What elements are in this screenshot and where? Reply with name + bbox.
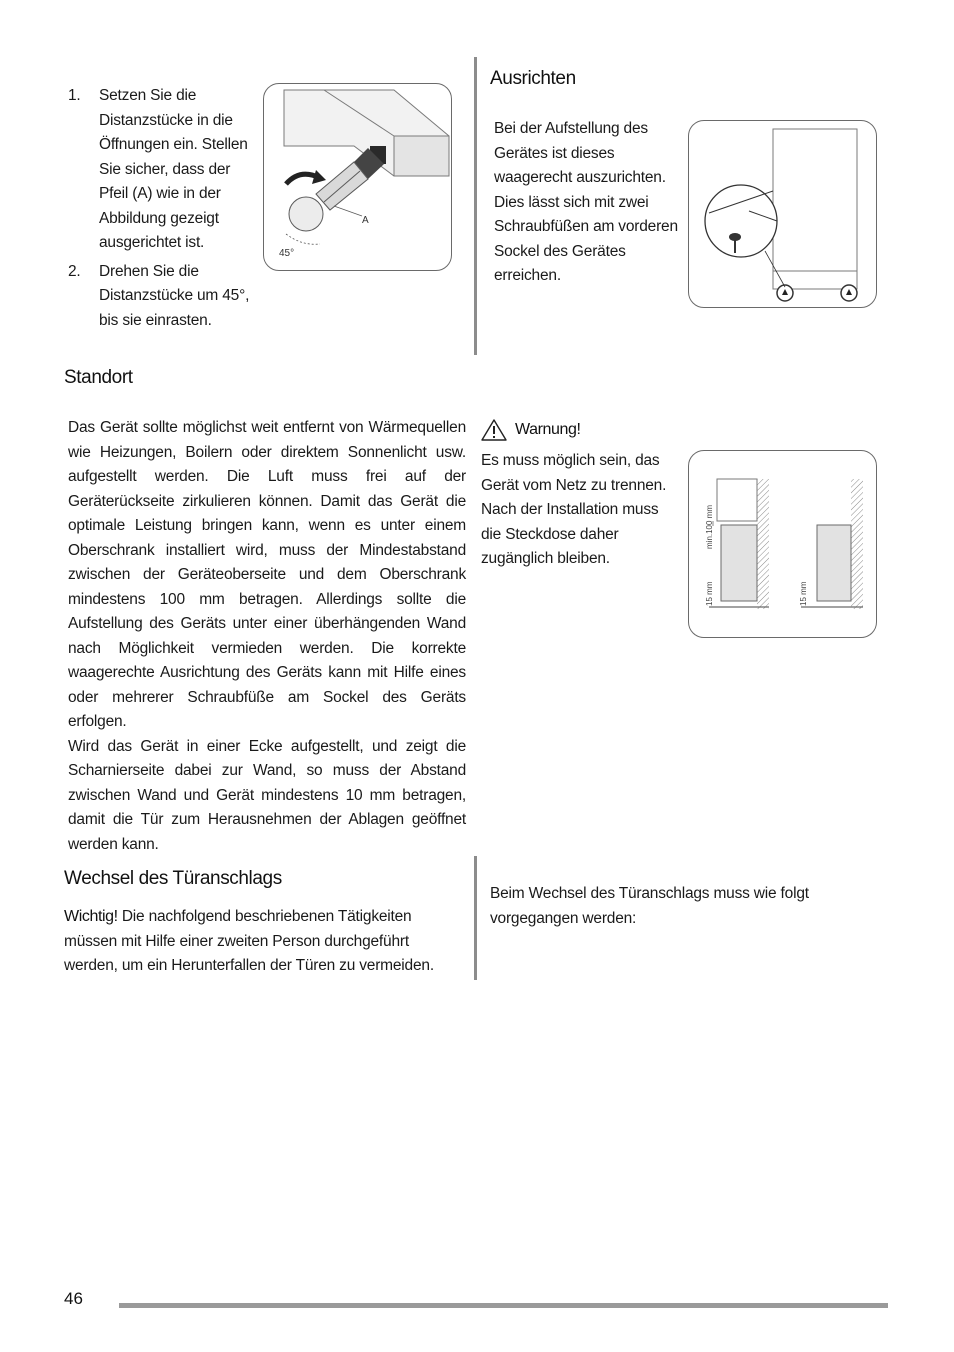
step-number: 1. bbox=[68, 87, 81, 104]
text-ausrichten: Bei der Aufstellung des Gerätes ist dieses waagerecht auszurichten. Dies lässt sich mit zwei Schraubfüßen am vorderen Sockel des Gerätes erreichen. bbox=[494, 120, 678, 284]
warning-text: Es muss möglich sein, das Gerät vom Netz zu trennen. Nach der Installation muss die Steckdose daher zugänglich bleiben. bbox=[481, 452, 667, 567]
wichtig-block bbox=[64, 905, 460, 979]
label-min-100: min.100 mm bbox=[705, 504, 714, 549]
tueranschlag-right-text: Beim Wechsel des Türanschlags muss wie folgt vorgegangen werden: bbox=[490, 885, 809, 927]
heading-tueranschlag: Wechsel des Türanschlags bbox=[64, 868, 282, 889]
spacer-illustration bbox=[264, 84, 451, 270]
warning-triangle-icon bbox=[481, 419, 507, 441]
heading-ausrichten: Ausrichten bbox=[490, 68, 576, 89]
wichtig-text: Die nachfolgend beschriebenen Tätigkeiten müssen mit Hilfe einer zweiten Person durchgeführt werden, um ein Herunterfallen der Türen zu vermeiden. bbox=[64, 908, 434, 974]
step-text: Setzen Sie die Distanzstücke in die Öffnungen ein. Stellen Sie sicher, dass der Pfeil (A) wie in der Abbildung gezeigt ausgerichtet ist. bbox=[99, 87, 248, 251]
wichtig-label: Wichtig! bbox=[64, 908, 118, 925]
standort-paragraph-1: Das Gerät sollte möglichst weit entfernt von Wärmequellen wie Heizungen, Boilern oder direktem Sonnenlicht usw. aufgestellt werden. Die Luft muss frei auf der Geräterückseite zirkulieren können. Damit das Gerät die optimale Leistung bringen kann, wenn es unter einem Oberschrank installiert wird, muss der Mindestabstand zwischen der Geräteoberseite und dem Oberschrank mindestens 100 mm betragen. Allerdings sollte die Aufstellung des Geräts unter einer überhängenden Wand nach Möglichkeit vermieden werden. Die korrekte waagerechte Ausrichtung des Geräts kann mit Hilfe eines oder mehrerer Schraubfüße am Sockel des Geräts erfolgen. bbox=[68, 419, 466, 730]
label-a: A bbox=[362, 215, 369, 226]
spacer-steps bbox=[68, 84, 256, 333]
warning-title: Warnung! bbox=[515, 421, 581, 438]
label-15mm-left: 15 mm bbox=[705, 581, 714, 606]
column-divider-top bbox=[474, 57, 477, 355]
list-item bbox=[68, 260, 256, 334]
page-number: 46 bbox=[64, 1289, 83, 1308]
label-15mm-right: 15 mm bbox=[799, 581, 808, 606]
standort-paragraph-2: Wird das Gerät in einer Ecke aufgestellt, und zeigt die Scharnierseite dabei zur Wand, so muss der Abstand zwischen Wand und Gerät mindestens 10 mm betragen, damit die Tür zum Herausnehmen der Ablagen geöffnet werden kann. bbox=[68, 737, 466, 853]
list-item bbox=[68, 84, 256, 256]
warning-header bbox=[481, 419, 581, 441]
column-divider-bottom bbox=[474, 856, 477, 980]
standort-text-block bbox=[68, 416, 466, 857]
spacer-figure bbox=[263, 83, 452, 271]
levelling-illustration bbox=[689, 121, 876, 307]
heading-standort: Standort bbox=[64, 367, 133, 388]
label-angle: 45° bbox=[279, 248, 295, 259]
step-number: 2. bbox=[68, 262, 81, 280]
clearance-figure bbox=[688, 450, 877, 638]
footer-bar bbox=[119, 1303, 888, 1308]
step-text: Drehen Sie die Distanzstücke um 45°, bis sie einrasten. bbox=[99, 262, 250, 329]
clearance-illustration bbox=[689, 451, 876, 637]
steps-list bbox=[68, 84, 256, 333]
levelling-figure bbox=[688, 120, 877, 308]
